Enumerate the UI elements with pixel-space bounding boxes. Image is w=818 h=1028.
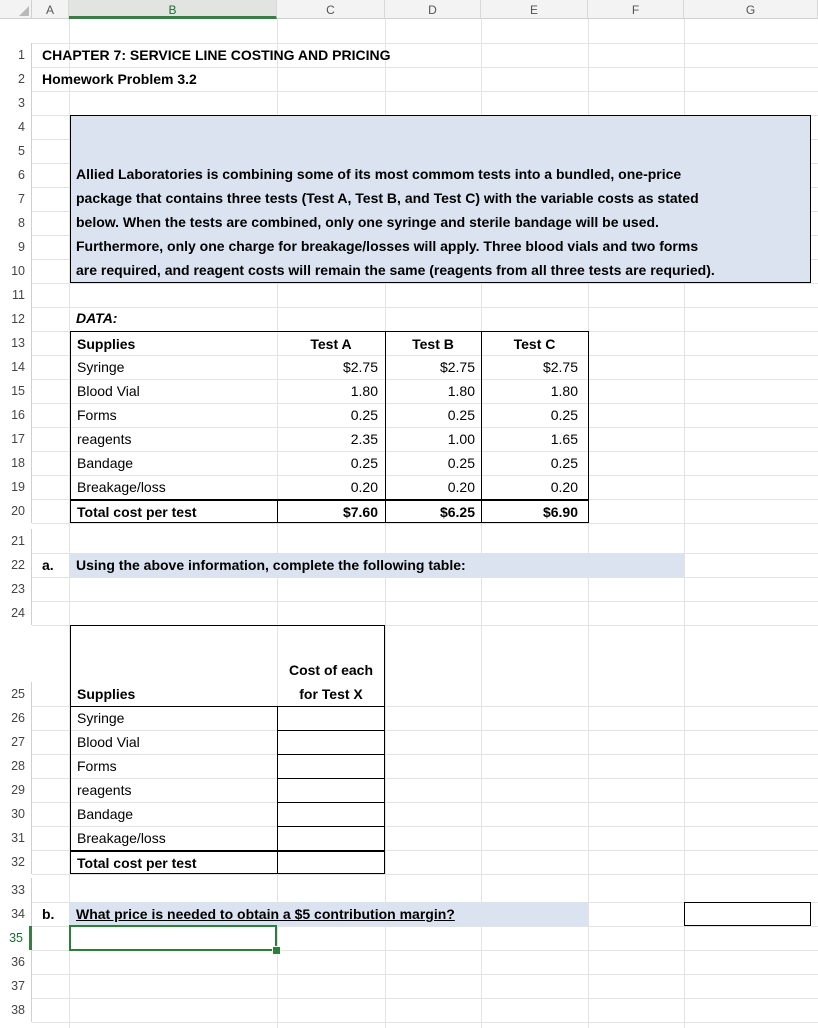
row-header-19[interactable]: 19	[0, 475, 32, 499]
row-header-22[interactable]: 22	[0, 553, 32, 577]
answer-col-header-line1: Cost of each	[288, 662, 373, 678]
column-header-c[interactable]: C	[277, 0, 385, 19]
question-b-text: What price is needed to obtain a $5 contribution margin?	[76, 906, 455, 922]
row-header-17[interactable]: 17	[0, 427, 32, 451]
answer-row-item: reagents	[77, 782, 132, 798]
answer-cell-syringe[interactable]	[278, 707, 384, 729]
data-row-test-b: $2.75	[439, 359, 475, 375]
answer-table-header-supplies: Supplies	[77, 686, 136, 702]
data-row-test-b: 0.25	[447, 455, 475, 471]
row-header-31[interactable]: 31	[0, 826, 32, 850]
row-header-29[interactable]: 29	[0, 778, 32, 802]
data-label: DATA:	[76, 310, 118, 326]
column-header-a[interactable]: A	[32, 0, 69, 19]
row-header-21[interactable]: 21	[0, 529, 32, 553]
description-line-5: are required, and reagent costs will remain the same (reagents from all three tests are requried).	[76, 262, 715, 278]
data-row-test-c: $2.75	[542, 359, 578, 375]
data-row-test-c: 0.25	[550, 407, 578, 423]
row-header-32[interactable]: 32	[0, 850, 32, 874]
row-header-11[interactable]: 11	[0, 283, 32, 307]
data-table-header-test-b: Test B	[412, 336, 454, 352]
row-header-1[interactable]: 1	[0, 43, 32, 67]
row-header-36[interactable]: 36	[0, 950, 32, 974]
answer-cell-reagents[interactable]	[278, 779, 384, 801]
data-total-test-b: $6.25	[439, 504, 475, 520]
data-total-test-c: $6.90	[542, 504, 578, 520]
question-a-text: Using the above information, complete the following table:	[76, 557, 466, 573]
row-header-2[interactable]: 2	[0, 67, 32, 91]
row-header-30[interactable]: 30	[0, 802, 32, 826]
row-header-23[interactable]: 23	[0, 577, 32, 601]
data-row-item: Bandage	[77, 455, 134, 471]
row-header-28[interactable]: 28	[0, 754, 32, 778]
answer-cell-forms[interactable]	[278, 755, 384, 777]
fill-handle[interactable]	[272, 946, 281, 955]
data-row-test-b: 1.00	[447, 431, 475, 447]
data-row-test-c: 0.25	[550, 455, 578, 471]
data-row-item: reagents	[77, 431, 132, 447]
row-header-4[interactable]: 4	[0, 115, 32, 139]
question-b-marker: b.	[42, 906, 55, 922]
row-header-15[interactable]: 15	[0, 379, 32, 403]
answer-total-label: Total cost per test	[77, 855, 197, 871]
row-header-38[interactable]: 38	[0, 998, 32, 1022]
row-header-7[interactable]: 7	[0, 187, 32, 211]
data-total-label: Total cost per test	[77, 504, 197, 520]
row-header-8[interactable]: 8	[0, 211, 32, 235]
data-table-header-test-a: Test A	[310, 336, 352, 352]
row-header-5[interactable]: 5	[0, 139, 32, 163]
data-row-test-c: 1.65	[550, 431, 578, 447]
data-row-item: Breakage/loss	[77, 479, 166, 495]
data-row-test-a: $2.75	[342, 359, 378, 375]
data-row-test-a: 1.80	[350, 383, 378, 399]
column-header-b[interactable]: B	[69, 0, 277, 19]
data-total-test-a: $7.60	[342, 504, 378, 520]
data-row-test-a: 0.20	[350, 479, 378, 495]
worksheet-subtitle: Homework Problem 3.2	[42, 71, 197, 87]
description-line-4: Furthermore, only one charge for breakage/losses will apply. Three blood vials and two forms	[76, 238, 699, 254]
answer-cell-price[interactable]	[684, 902, 811, 926]
answer-row-item: Blood Vial	[77, 734, 140, 750]
row-header-35[interactable]: 35	[0, 926, 32, 950]
data-row-test-b: 0.20	[447, 479, 475, 495]
answer-row-item: Syringe	[77, 710, 125, 726]
data-row-test-c: 0.20	[550, 479, 578, 495]
row-header-25[interactable]: 25	[0, 682, 32, 706]
row-header-34[interactable]: 34	[0, 902, 32, 926]
answer-row-item: Breakage/loss	[77, 830, 166, 846]
answer-col-header-line2: for Test X	[299, 686, 363, 702]
row-header-18[interactable]: 18	[0, 451, 32, 475]
row-header-3[interactable]: 3	[0, 91, 32, 115]
row-header-24[interactable]: 24	[0, 601, 32, 625]
data-row-test-a: 2.35	[350, 431, 378, 447]
row-header-14[interactable]: 14	[0, 355, 32, 379]
description-line-2: package that contains three tests (Test A, Test B, and Test C) with the variable costs as stated	[76, 190, 699, 206]
data-row-test-c: 1.80	[550, 383, 578, 399]
description-line-3: below. When the tests are combined, only one syringe and sterile bandage will be used.	[76, 214, 659, 230]
row-header-26[interactable]: 26	[0, 706, 32, 730]
row-header-10[interactable]: 10	[0, 259, 32, 283]
data-row-item: Syringe	[77, 359, 125, 375]
answer-row-item: Forms	[77, 758, 117, 774]
data-row-item: Blood Vial	[77, 383, 140, 399]
column-header-g[interactable]: G	[684, 0, 818, 19]
answer-cell-bandage[interactable]	[278, 803, 384, 825]
data-row-test-b: 0.25	[447, 407, 475, 423]
column-header-e[interactable]: E	[481, 0, 588, 19]
worksheet-title: CHAPTER 7: SERVICE LINE COSTING AND PRICING	[42, 47, 391, 63]
row-header-13[interactable]: 13	[0, 331, 32, 355]
answer-cell-blood-vial[interactable]	[278, 731, 384, 753]
row-header-27[interactable]: 27	[0, 730, 32, 754]
column-header-f[interactable]: F	[588, 0, 684, 19]
description-line-1: Allied Laboratories is combining some of its most commom tests into a bundled, one-price	[76, 166, 682, 182]
column-header-d[interactable]: D	[385, 0, 481, 19]
data-table-header-test-c: Test C	[513, 336, 556, 352]
data-row-test-a: 0.25	[350, 407, 378, 423]
row-header-9[interactable]: 9	[0, 235, 32, 259]
data-table-header-supplies: Supplies	[77, 336, 136, 352]
row-header-16[interactable]: 16	[0, 403, 32, 427]
row-header-6[interactable]: 6	[0, 163, 32, 187]
data-row-test-b: 1.80	[447, 383, 475, 399]
answer-row-item: Bandage	[77, 806, 134, 822]
row-header-20[interactable]: 20	[0, 499, 32, 523]
select-all-corner[interactable]	[0, 0, 32, 19]
data-row-test-a: 0.25	[350, 455, 378, 471]
active-cell-b35[interactable]	[69, 925, 277, 951]
answer-cell-total[interactable]	[278, 852, 384, 873]
question-a-marker: a.	[42, 557, 54, 573]
row-header-12[interactable]: 12	[0, 307, 32, 331]
data-row-item: Forms	[77, 407, 117, 423]
row-header-37[interactable]: 37	[0, 974, 32, 998]
answer-cell-breakage[interactable]	[278, 827, 384, 849]
row-header-33[interactable]: 33	[0, 878, 32, 902]
